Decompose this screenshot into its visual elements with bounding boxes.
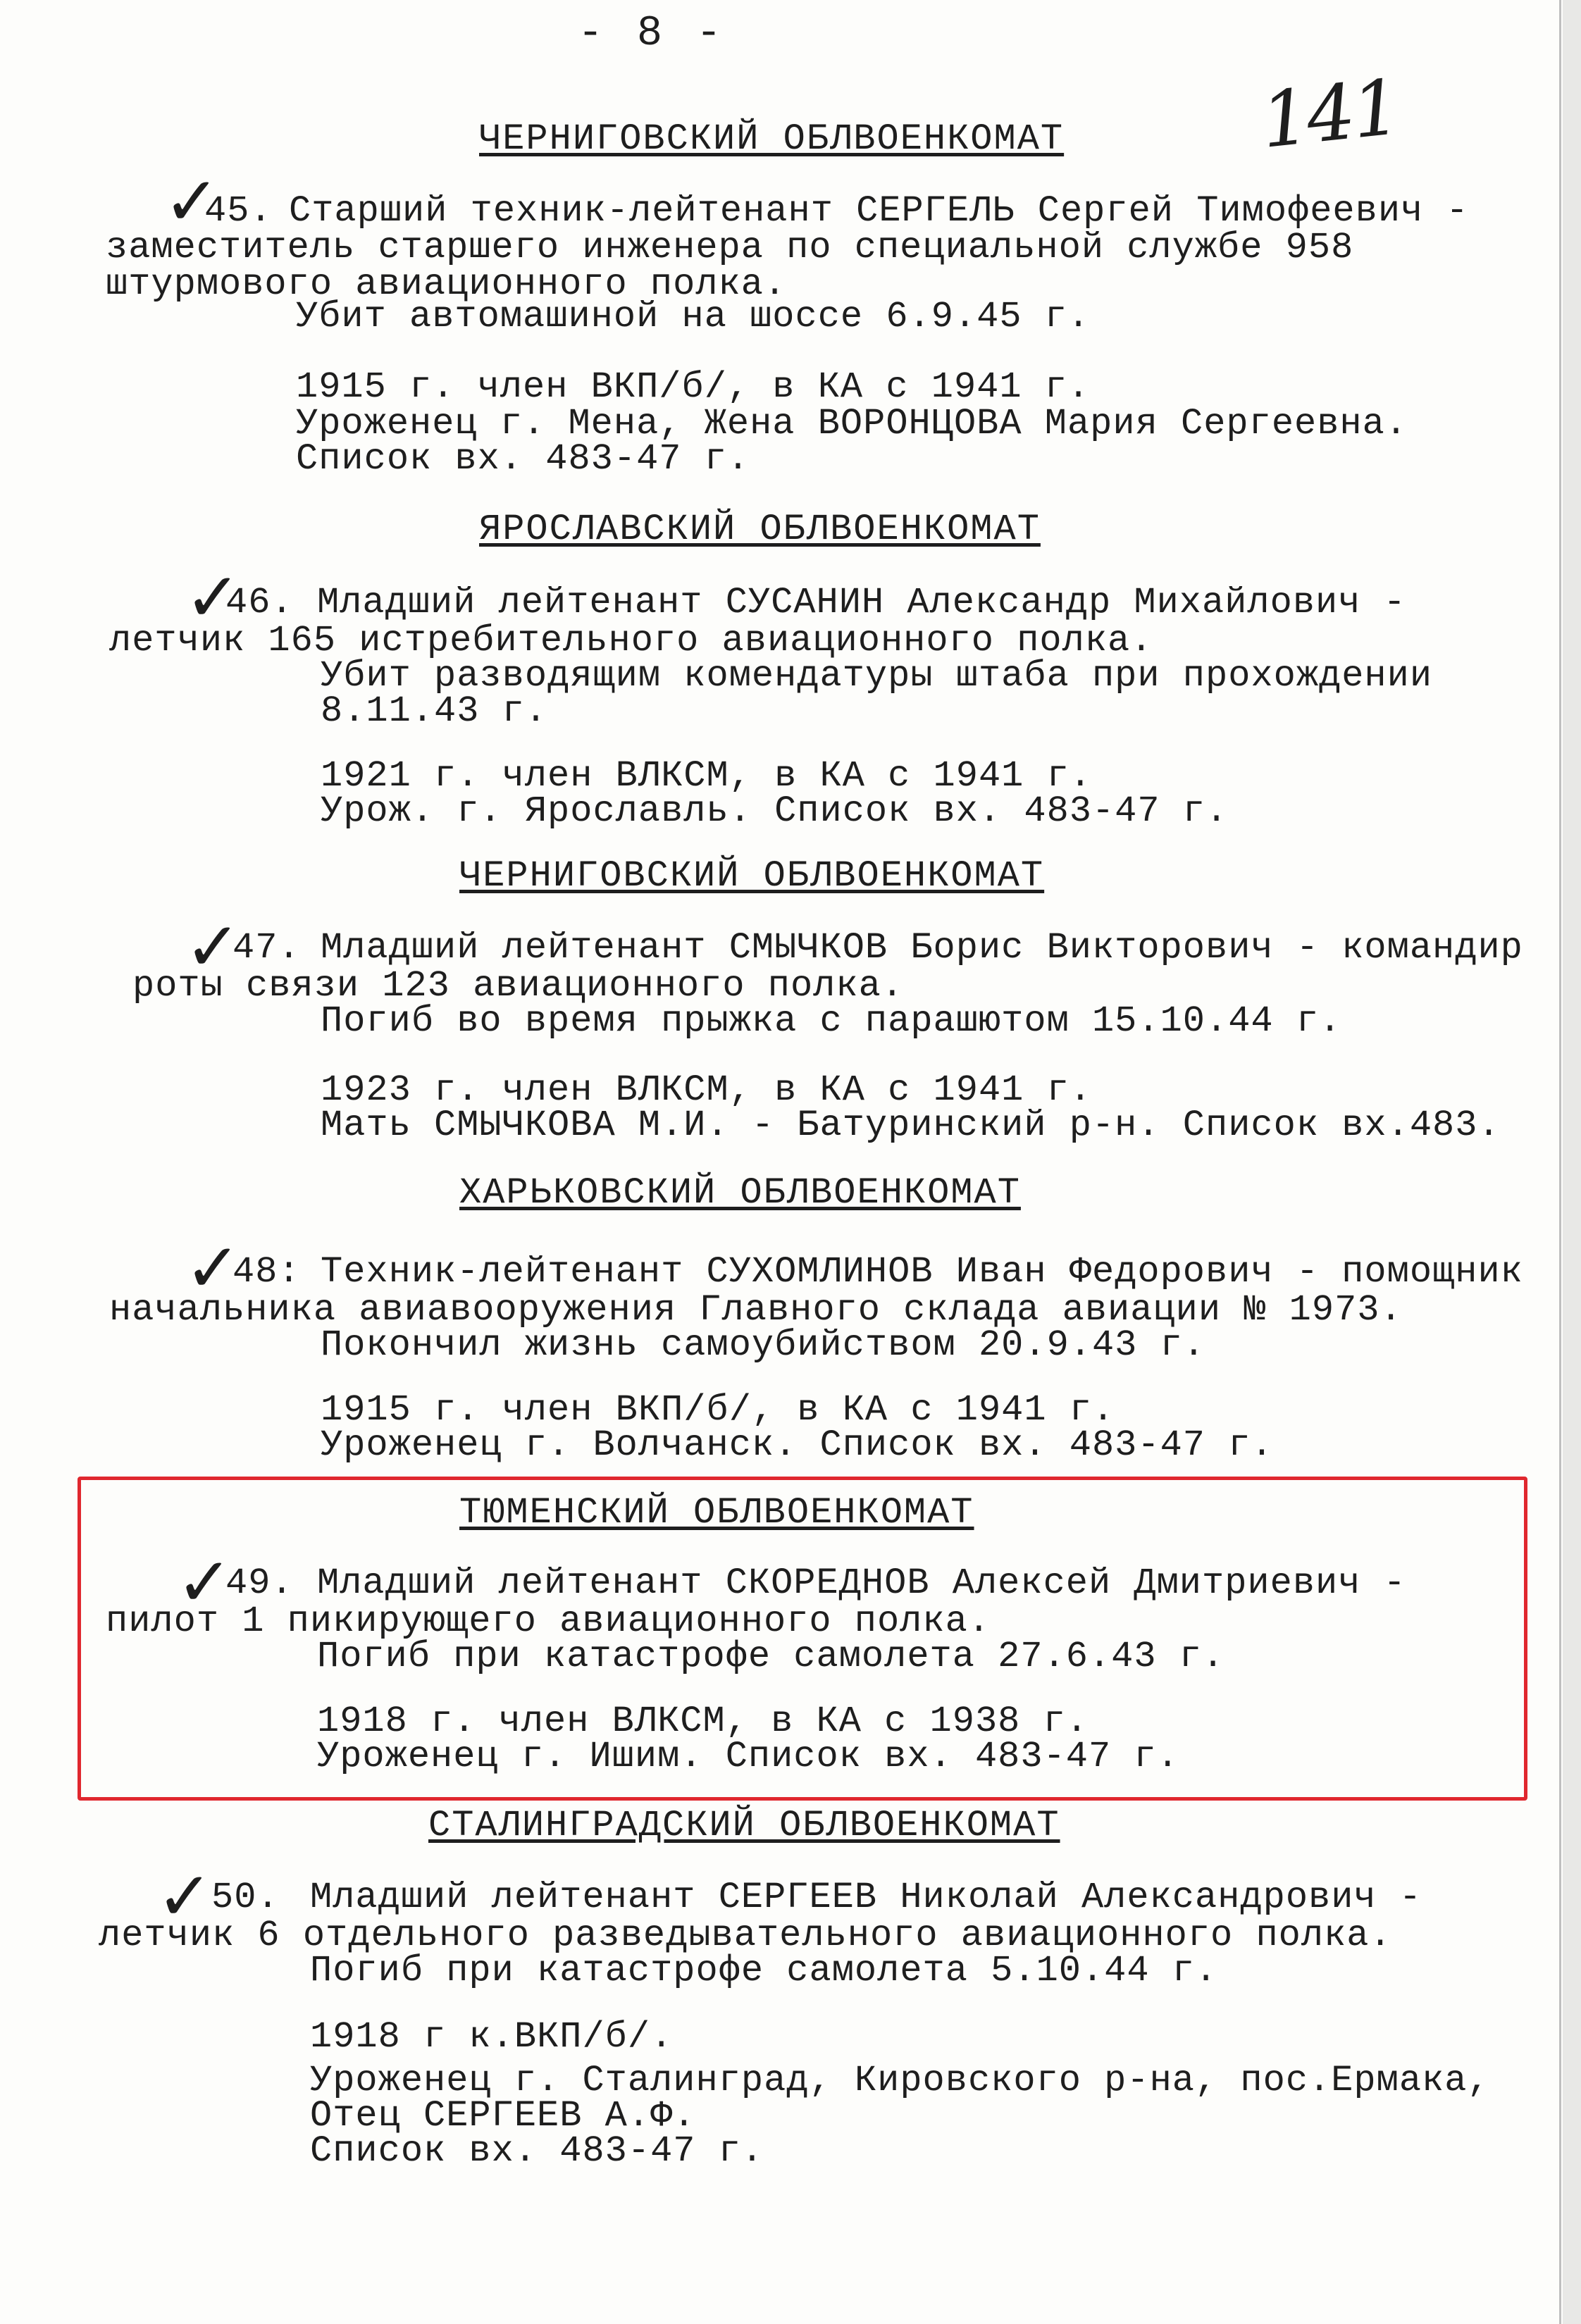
entry-line: 1923 г. член ВЛКСМ, в КА с 1941 г. bbox=[321, 1069, 1092, 1111]
entry-line: пилот 1 пикирующего авиационного полка. bbox=[106, 1601, 991, 1642]
entry-number: 49. bbox=[225, 1562, 294, 1604]
entry-line: 1918 г к.ВКП/б/. bbox=[310, 2016, 674, 2058]
entry-line: Покончил жизнь самоубийством 20.9.43 г. bbox=[321, 1324, 1205, 1366]
page-edge bbox=[1563, 0, 1581, 2324]
check-mark-icon: ✓ bbox=[163, 162, 221, 241]
entry-line: Список вх. 483-47 г. bbox=[296, 438, 750, 480]
entry-line: Погиб во время прыжка с парашютом 15.10.44 г. bbox=[321, 1000, 1342, 1042]
entry-line: Отец СЕРГЕЕВ А.Ф. bbox=[310, 2095, 696, 2137]
entry-line: Урож. г. Ярославль. Список вх. 483-47 г. bbox=[321, 790, 1229, 832]
entry-line: Младший лейтенант СЕРГЕЕВ Николай Александрович - bbox=[310, 1877, 1422, 1918]
entry-number: 46. bbox=[225, 582, 294, 623]
entry-number: 50. bbox=[211, 1877, 280, 1918]
entry-line: заместитель старшего инженера по специальной службе 958 bbox=[106, 227, 1354, 268]
check-mark-icon: ✓ bbox=[156, 1857, 213, 1936]
entry-line: 1918 г. член ВЛКСМ, в КА с 1938 г. bbox=[317, 1701, 1089, 1742]
entry-line: 1921 г. член ВЛКСМ, в КА с 1941 г. bbox=[321, 755, 1092, 797]
page-edge-line bbox=[1559, 0, 1561, 2324]
entry-line: Убит автомашиной на шоссе 6.9.45 г. bbox=[296, 296, 1091, 337]
entry-line: Уроженец г. Ишим. Список вх. 483-47 г. bbox=[317, 1736, 1179, 1777]
entry-line: Погиб при катастрофе самолета 5.10.44 г. bbox=[310, 1950, 1218, 1991]
entry-line: штурмового авиационного полка. bbox=[106, 263, 787, 305]
check-mark-icon: ✓ bbox=[185, 907, 242, 986]
entry-line: Старший техник-лейтенант СЕРГЕЛЬ Сергей Тимофеевич - bbox=[289, 190, 1469, 232]
entry-line: Список вх. 483-47 г. bbox=[310, 2130, 764, 2172]
check-mark-icon: ✓ bbox=[176, 1543, 233, 1622]
entry-number: 45. bbox=[204, 190, 273, 232]
entry-line: Техник-лейтенант СУХОМЛИНОВ Иван Федорович - помощник bbox=[321, 1251, 1523, 1293]
section-heading: ЧЕРНИГОВСКИЙ ОБЛВОЕНКОМАТ bbox=[459, 855, 1045, 897]
entry-line: Уроженец г. Сталинград, Кировского р-на, пос.Ермака, bbox=[310, 2060, 1490, 2101]
section-heading: СТАЛИНГРАДСКИЙ ОБЛВОЕНКОМАТ bbox=[428, 1805, 1060, 1846]
entry-line: 1915 г. член ВКП/б/, в КА с 1941 г. bbox=[296, 366, 1091, 408]
entry-line: Погиб при катастрофе самолета 27.6.43 г. bbox=[317, 1636, 1225, 1677]
entry-line: Уроженец г. Мена, Жена ВОРОНЦОВА Мария Сергеевна. bbox=[296, 403, 1408, 445]
section-heading: ХАРЬКОВСКИЙ ОБЛВОЕНКОМАТ bbox=[459, 1172, 1021, 1214]
entry-line: Уроженец г. Волчанск. Список вх. 483-47 г. bbox=[321, 1424, 1274, 1466]
check-mark-icon: ✓ bbox=[185, 1229, 242, 1307]
entry-line: Убит разводящим комендатуры штаба при прохождении bbox=[321, 655, 1433, 697]
entry-line: Мать СМЫЧКОВА М.И. - Батуринский р-н. Список вх.483. bbox=[321, 1105, 1501, 1146]
section-heading: ЧЕРНИГОВСКИЙ ОБЛВОЕНКОМАТ bbox=[479, 118, 1065, 160]
entry-line: Младший лейтенант СУСАНИН Александр Михайлович - bbox=[317, 582, 1406, 623]
section-heading: ТЮМЕНСКИЙ ОБЛВОЕНКОМАТ bbox=[459, 1492, 974, 1534]
entry-number: 48: bbox=[232, 1251, 301, 1293]
entry-line: летчик 165 истребительного авиационного полка. bbox=[109, 620, 1153, 661]
entry-number: 47. bbox=[232, 927, 301, 969]
check-mark-icon: ✓ bbox=[185, 558, 242, 637]
section-heading: ЯРОСЛАВСКИЙ ОБЛВОЕНКОМАТ bbox=[479, 509, 1041, 550]
entry-line: 1915 г. член ВКП/б/, в КА с 1941 г. bbox=[321, 1389, 1115, 1431]
handwritten-number: 141 bbox=[1256, 63, 1403, 166]
entry-line: Младший лейтенант СКОРЕДНОВ Алексей Дмитриевич - bbox=[317, 1562, 1406, 1604]
entry-line: 8.11.43 г. bbox=[321, 690, 548, 732]
entry-line: летчик 6 отдельного разведывательного авиационного полка. bbox=[99, 1915, 1392, 1956]
entry-line: начальника авиавооружения Главного склада авиации № 1973. bbox=[109, 1289, 1403, 1331]
entry-line: Младший лейтенант СМЫЧКОВ Борис Викторович - командир bbox=[321, 927, 1523, 969]
entry-line: роты связи 123 авиационного полка. bbox=[132, 965, 904, 1007]
page-number: - 8 - bbox=[578, 10, 726, 58]
